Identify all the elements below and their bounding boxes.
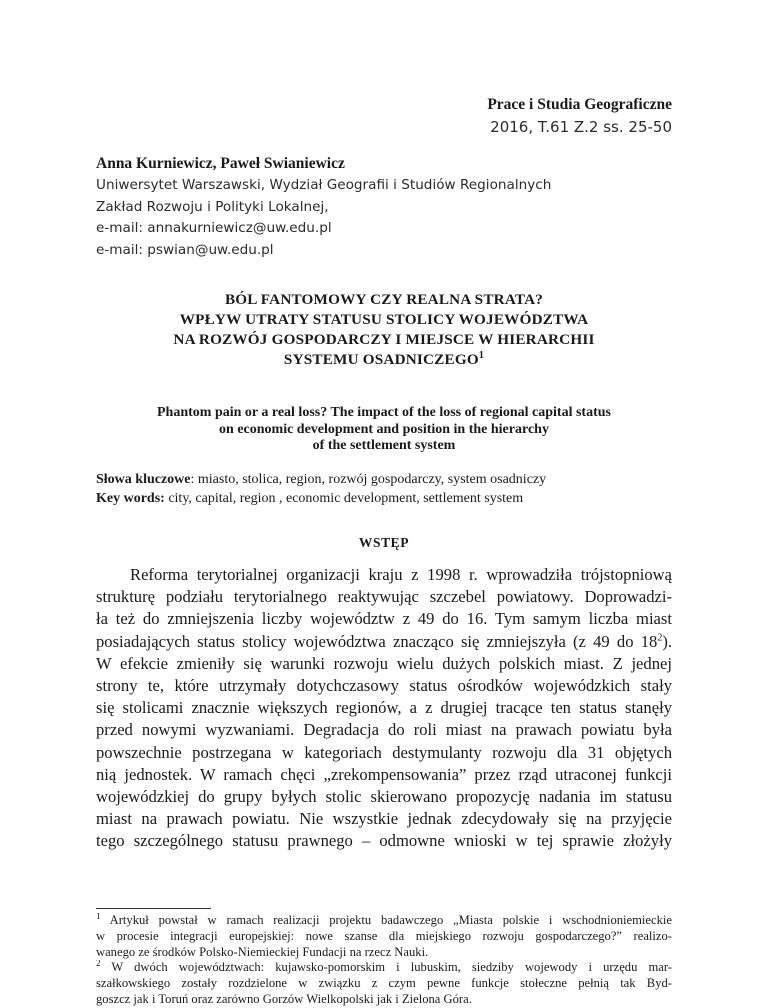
keywords-text: : miasto, stolica, region, rozwój gospodarczy, system osadniczy (190, 472, 547, 487)
body-line: przed nowymi wyzwaniami. Degradacja do roli miast na prawach powiatu była (96, 720, 672, 740)
body-paragraph (96, 564, 672, 852)
footnote-line (96, 960, 672, 976)
journal-header (487, 94, 672, 138)
body-line: W efekcie zmieniły się warunki rozwoju wielu dużych polskich miast. Z jednej (96, 653, 672, 673)
body-line: się stolicami znacznie większych regionów, a z drugiej tracące ten status stanęły (96, 698, 672, 718)
title-line: NA ROZWÓJ GOSPODARCZY I MIEJSCE W HIERARCHII (173, 331, 595, 348)
footnote-number: 1 (96, 913, 101, 921)
title-english (96, 405, 672, 455)
title-line: BÓL FANTOMOWY CZY REALNA STRATA? (224, 291, 544, 308)
body-line: Reforma terytorialnej organizacji kraju z 1998 r. wprowadziła trójstopniową (130, 565, 672, 584)
email-line: e-mail: annakurniewicz@uw.edu.pl (96, 220, 332, 236)
body-line: tego szczególnego statusu prawnego – odmowne wnioski w tej sprawie złożyły (96, 831, 672, 851)
keywords-text: city, capital, region , economic development, settlement system (164, 491, 524, 506)
section-heading: WSTĘP (358, 535, 410, 550)
title-line: WPŁYW UTRATY STATUSU STOLICY WOJEWÓDZTWA (179, 311, 589, 328)
footnote-ref: 2 (657, 632, 663, 644)
email-line: e-mail: pswian@uw.edu.pl (96, 241, 274, 258)
title-line (96, 350, 672, 370)
keywords-block (96, 470, 672, 508)
title-line: of the settlement system (312, 438, 456, 453)
title-last-line: SYSTEMU OSADNICZEGO (283, 351, 479, 368)
footnote-text: Artykuł powstał w ramach realizacji projektu badawczego „Miasta polskie i wschodnioniemieckie (109, 913, 672, 927)
body-line: strony te, które utrzymały dotychczasowy status ośrodków wojewódzkich stały (96, 675, 672, 695)
author-names: Anna Kurniewicz, Paweł Swianiewicz (96, 155, 345, 172)
journal-volume: 2016, T.61 Z.2 ss. 25-50 (490, 118, 672, 136)
affiliation-line: Uniwersytet Warszawski, Wydział Geografii i Studiów Regionalnych (96, 177, 552, 193)
body-line: powszechnie postrzegana w kategoriach destymulanty rozwoju dla 31 objętych (96, 742, 672, 762)
body-line: strukturę podziału terytorialnego reaktywując szczebel powiatowy. Doprowadzi- (96, 587, 672, 607)
body-line: miast na prawach powiatu. Nie wszystkie jednak zdecydowały się na przyjęcie (96, 809, 672, 829)
footnote-line: w procesie integracji europejskiej: nowe szanse dla miejskiego rozwoju gospodarczego?” realizo- (96, 928, 672, 943)
footnote-line (96, 913, 672, 929)
keywords-label: Słowa kluczowe (96, 472, 191, 487)
title-line: on economic development and position in the hierarchy (219, 421, 549, 437)
footnote-line: goszcz jak i Toruń oraz zarówno Gorzów Wielkopolski jak i Zielona Góra. (96, 991, 472, 1006)
journal-name: Prace i Studia Geograficzne (487, 96, 672, 113)
keywords-polish (96, 470, 672, 489)
affiliation-line: Zakład Rozwoju i Polityki Lokalnej, (96, 198, 329, 215)
footnote-divider (96, 908, 211, 909)
keywords-english (96, 489, 672, 508)
footnote-line: wanego ze środków Polsko-Niemieckiej Fundacji na rzecz Nauki. (96, 944, 429, 959)
title-line: Phantom pain or a real loss? The impact of the loss of regional capital status (157, 405, 611, 420)
footnote-number: 2 (96, 960, 101, 969)
body-line: nią jednostek. W ramach chęci „zrekompensowania” przez rząd utraconej funkcji (96, 764, 672, 784)
title-polish (96, 290, 672, 370)
body-line-text: posiadających status stolicy województwa znacząco się zmniejszyła (z 49 do 18 (96, 631, 658, 651)
body-line (96, 631, 672, 653)
keywords-label: Key words: (96, 491, 165, 506)
body-line: wojewódzkiej do grupy byłych stolic skierowano propozycję nadania im statusu (96, 786, 672, 806)
body-line-text: ). (662, 631, 672, 651)
author-block (96, 153, 672, 261)
footnote-line: szałkowskiego zostały rozdzielone w związku z czym pewne funkcje stołeczne pełnią tak Byd- (96, 976, 672, 991)
footnote-text: W dwóch województwach: kujawsko-pomorskim i lubuskim, siedziby wojewody i urzędu mar- (111, 960, 672, 975)
body-line: ła też do zmniejszenia liczby województw z 49 do 16. Tym samym liczba miast (96, 609, 672, 629)
footnote-mark: 1 (478, 349, 485, 361)
